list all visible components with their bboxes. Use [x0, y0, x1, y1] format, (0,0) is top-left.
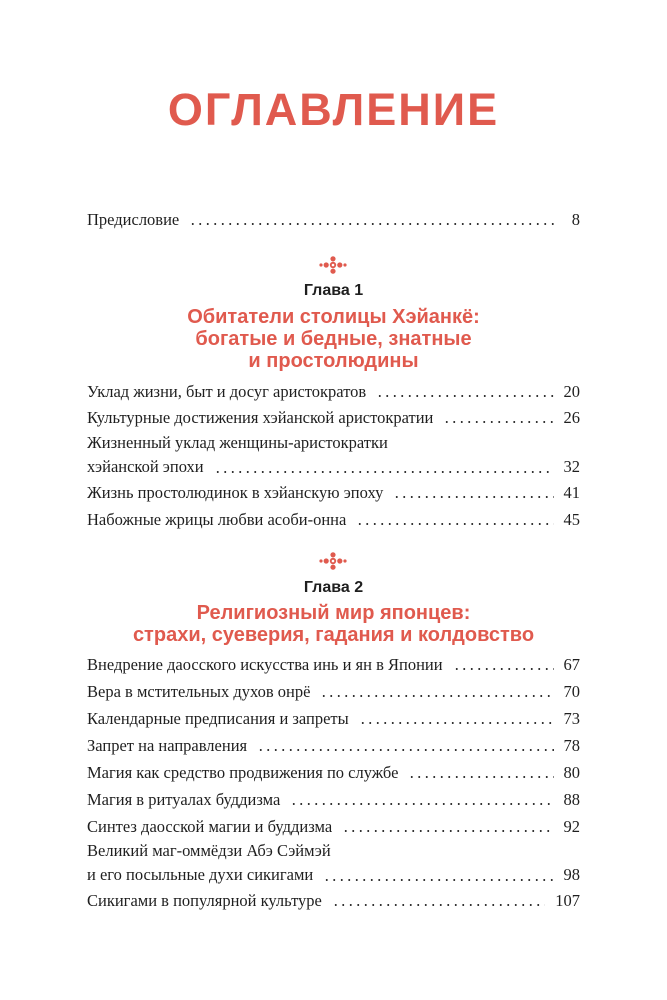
- toc-entry-title: Запрет на направления: [87, 736, 248, 755]
- dot-leader: [356, 523, 553, 525]
- toc-entry-title: Календарные предписания и запреты: [87, 709, 349, 728]
- toc-entry-title: Синтез даосской магии и буддизма: [87, 817, 333, 836]
- toc-entry-page: 92: [563, 817, 580, 836]
- toc-entry-title: Жизнь простолюдинок в хэйанскую эпоху: [87, 483, 384, 502]
- ornament-icon: [319, 552, 347, 570]
- dot-leader: [393, 496, 553, 498]
- dot-leader: [359, 722, 554, 724]
- toc-entry-title: Внедрение даосского искусства инь и ян в Японии: [87, 655, 443, 674]
- toc-entry-page: 20: [563, 382, 580, 401]
- dot-leader: [214, 471, 554, 473]
- toc-entry[interactable]: [87, 479, 580, 503]
- chapter-title: [0, 602, 667, 646]
- toc-entry-page: 73: [563, 709, 580, 728]
- chapter-label: Глава 2: [303, 579, 364, 596]
- toc-entry-title-line1: Жизненный уклад женщины-аристократки: [87, 433, 388, 452]
- chapter-title-line: и простолюдины: [248, 350, 419, 372]
- toc-entry-title: Культурные достижения хэйанской аристократии: [87, 408, 434, 427]
- toc-entry-page: 88: [563, 790, 580, 809]
- toc-entry-title: Уклад жизни, быт и досуг аристократов: [87, 382, 367, 401]
- dot-leader: [320, 695, 553, 697]
- toc-entry-page: 8: [571, 210, 580, 229]
- toc-entry[interactable]: [87, 887, 580, 911]
- toc-entry-page: 41: [563, 483, 580, 502]
- dot-leader: [332, 904, 545, 906]
- toc-entry[interactable]: [87, 786, 580, 810]
- toc-entry-page: 67: [563, 655, 580, 674]
- chapter-title-line: богатые и бедные, знатные: [195, 328, 472, 350]
- toc-entry[interactable]: [87, 759, 580, 783]
- toc-entry[interactable]: [87, 651, 580, 675]
- chapter-title: [0, 306, 667, 372]
- toc-entry-page: 78: [563, 736, 580, 755]
- toc-entry[interactable]: [87, 432, 580, 478]
- dot-leader: [342, 830, 553, 832]
- toc-entry[interactable]: [87, 404, 580, 428]
- toc-entry-page: 107: [555, 891, 580, 910]
- toc-entry-preface[interactable]: [87, 206, 580, 230]
- dot-leader: [453, 668, 554, 670]
- toc-entry-page: 70: [563, 682, 580, 701]
- toc-entry-title: Магия в ритуалах буддизма: [87, 790, 281, 809]
- ornament-icon: [319, 256, 347, 274]
- dot-leader: [257, 749, 553, 751]
- toc-entry[interactable]: [87, 506, 580, 530]
- toc-entry[interactable]: [87, 813, 580, 837]
- page-title: ОГЛАВЛЕНИЕ: [167, 84, 500, 135]
- dot-leader: [443, 421, 553, 423]
- toc-entry-title-line2: и его посыльные духи сикигами: [87, 865, 314, 884]
- dot-leader: [376, 395, 553, 397]
- toc-entry-title-line2: хэйанской эпохи: [87, 457, 204, 476]
- toc-entry[interactable]: [87, 378, 580, 402]
- toc-entry-title: Сикигами в популярной культуре: [87, 891, 322, 910]
- toc-entry[interactable]: [87, 705, 580, 729]
- toc-entry-page: 26: [563, 408, 580, 427]
- dot-leader: [323, 879, 553, 881]
- toc-entry-title: Магия как средство продвижения по службе: [87, 763, 399, 782]
- chapter-title-line: страхи, суеверия, гадания и колдовство: [132, 624, 535, 646]
- toc-entry[interactable]: [87, 732, 580, 756]
- toc-entry-page: 98: [563, 865, 580, 884]
- toc-entry-title: Вера в мстительных духов онрё: [87, 682, 311, 701]
- toc-entry[interactable]: [87, 840, 580, 886]
- chapter-title-line: Религиозный мир японцев:: [196, 602, 471, 624]
- toc-entry-page: 32: [563, 457, 580, 476]
- toc-entry-title-line1: Великий маг-оммёдзи Абэ Сэймэй: [87, 841, 331, 860]
- toc-entry-page: 80: [563, 763, 580, 782]
- toc-entry-title: Предисловие: [87, 210, 180, 229]
- dot-leader: [189, 223, 556, 225]
- toc-entry-title: Набожные жрицы любви асоби-онна: [87, 510, 347, 529]
- toc-entry[interactable]: [87, 678, 580, 702]
- dot-leader: [408, 776, 553, 778]
- dot-leader: [290, 803, 553, 805]
- toc-entry-page: 45: [563, 510, 580, 529]
- chapter-title-line: Обитатели столицы Хэйанкё:: [187, 306, 480, 328]
- chapter-label: Глава 1: [303, 282, 364, 299]
